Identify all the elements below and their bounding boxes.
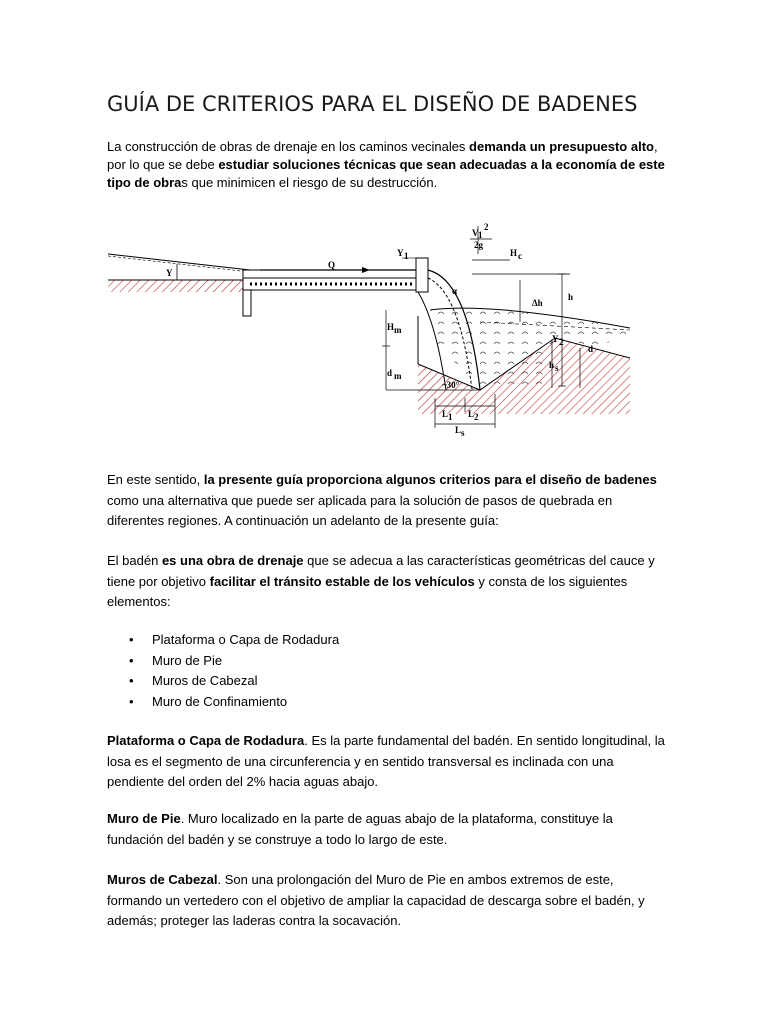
label-dh: Δh <box>532 298 543 308</box>
def2-text: . Muro localizado en la parte de aguas abajo de la plataforma, constituye la fundación del badén y se construye a todo lo largo de este. <box>107 811 613 847</box>
label-l2: L <box>468 409 475 419</box>
baden-diagram <box>100 218 630 440</box>
para2-text-1: En este sentido, <box>107 472 204 487</box>
definition-muro-pie <box>107 809 667 850</box>
label-y1: Y <box>397 248 404 258</box>
label-alpha: α <box>452 286 458 296</box>
label-hs-sub: s <box>555 363 559 373</box>
label-hm: H <box>387 322 395 332</box>
label-vel-num: V <box>472 228 479 238</box>
label-l2-sub: 2 <box>474 412 479 422</box>
para3-text-2: que se adecua a las características geométricas del cauce y tiene por objetivo <box>107 553 655 589</box>
para3-text-3: y consta de los siguientes elementos: <box>107 573 628 609</box>
intro-text-1: La construcción de obras de drenaje en los caminos vecinales <box>107 139 470 154</box>
label-h: h <box>568 292 574 302</box>
para3-text-1: El badén <box>107 553 162 568</box>
label-dm-sub: m <box>394 371 402 381</box>
para2-text-2: como una alternativa que puede ser aplicada para la solución de pasos de quebrada en diferentes regiones. A continuación un adelanto de la presente guía: <box>107 492 613 528</box>
label-dm: d <box>387 368 393 378</box>
label-hc: H <box>510 248 518 258</box>
label-l1-sub: 1 <box>448 412 453 422</box>
label-y: Y <box>166 268 173 278</box>
paragraph-baden <box>107 551 667 613</box>
label-angle: ~30° <box>442 380 460 390</box>
label-y2: Y <box>552 334 559 344</box>
label-hc-sub: c <box>518 251 522 261</box>
label-vel-den: 2g <box>474 240 483 250</box>
label-hs: h <box>549 360 555 370</box>
label-ls: L <box>455 425 462 435</box>
page-title: GUÍA DE CRITERIOS PARA EL DISEÑO DE BADENES <box>107 92 638 116</box>
intro-text-3: s que minimicen el riesgo de su destrucción. <box>181 175 438 190</box>
def1-term: Plataforma o Capa de Rodadura <box>107 733 305 748</box>
elements-list <box>107 630 339 712</box>
def3-text: . Son una prolongación del Muro de Pie en ambos extremos de este, formando un vertedero con el objetivo de ampliar la capacidad de descarga sobre el badén, y además; proteger las laderas contra la socavación. <box>107 872 645 928</box>
list-item: • Plataforma o Capa de Rodadura <box>107 630 339 651</box>
definition-muros-cabezal <box>107 870 667 932</box>
upstream-channel <box>108 254 250 292</box>
definition-plataforma <box>107 731 667 793</box>
para3-bold-2: facilitar el tránsito estable de los vehículos <box>209 573 475 589</box>
para2-bold-1: la presente guía proporciona algunos criterios para el diseño de badenes <box>203 472 657 487</box>
label-q: Q <box>328 260 336 270</box>
label-y2-sub: 2 <box>559 337 564 347</box>
def2-term: Muro de Pie <box>107 811 181 826</box>
intro-paragraph <box>107 138 667 192</box>
label-hm-sub: m <box>394 325 402 335</box>
label-ls-sub: s <box>461 428 465 438</box>
label-y1-sub: 1 <box>404 251 409 261</box>
platform-slab <box>243 267 418 316</box>
label-l1: L <box>442 409 449 419</box>
para3-bold-1: es una obra de drenaje <box>161 553 304 568</box>
intro-text-2: , por lo que se debe <box>107 139 658 172</box>
paragraph-guide <box>107 470 667 532</box>
list-item: • Muros de Cabezal <box>107 671 339 692</box>
label-d: d <box>588 344 594 354</box>
def3-term: Muros de Cabezal <box>107 872 218 887</box>
def1-text: . Es la parte fundamental del badén. En sentido longitudinal, la losa es el segmento de una circunferencia y en sentido transversal es inclinada con una pendiente del orden del 2% hacia aguas abajo. <box>107 733 665 789</box>
intro-bold-1: demanda un presupuesto alto <box>469 139 654 154</box>
list-item: • Muro de Confinamiento <box>107 692 339 713</box>
list-item: • Muro de Pie <box>107 651 339 672</box>
label-vel-sub: 1 <box>478 230 483 240</box>
label-vel-sup: 2 <box>484 222 489 232</box>
intro-bold-2: estudiar soluciones técnicas que sean adecuadas a la economía de este tipo de obra <box>107 157 665 190</box>
